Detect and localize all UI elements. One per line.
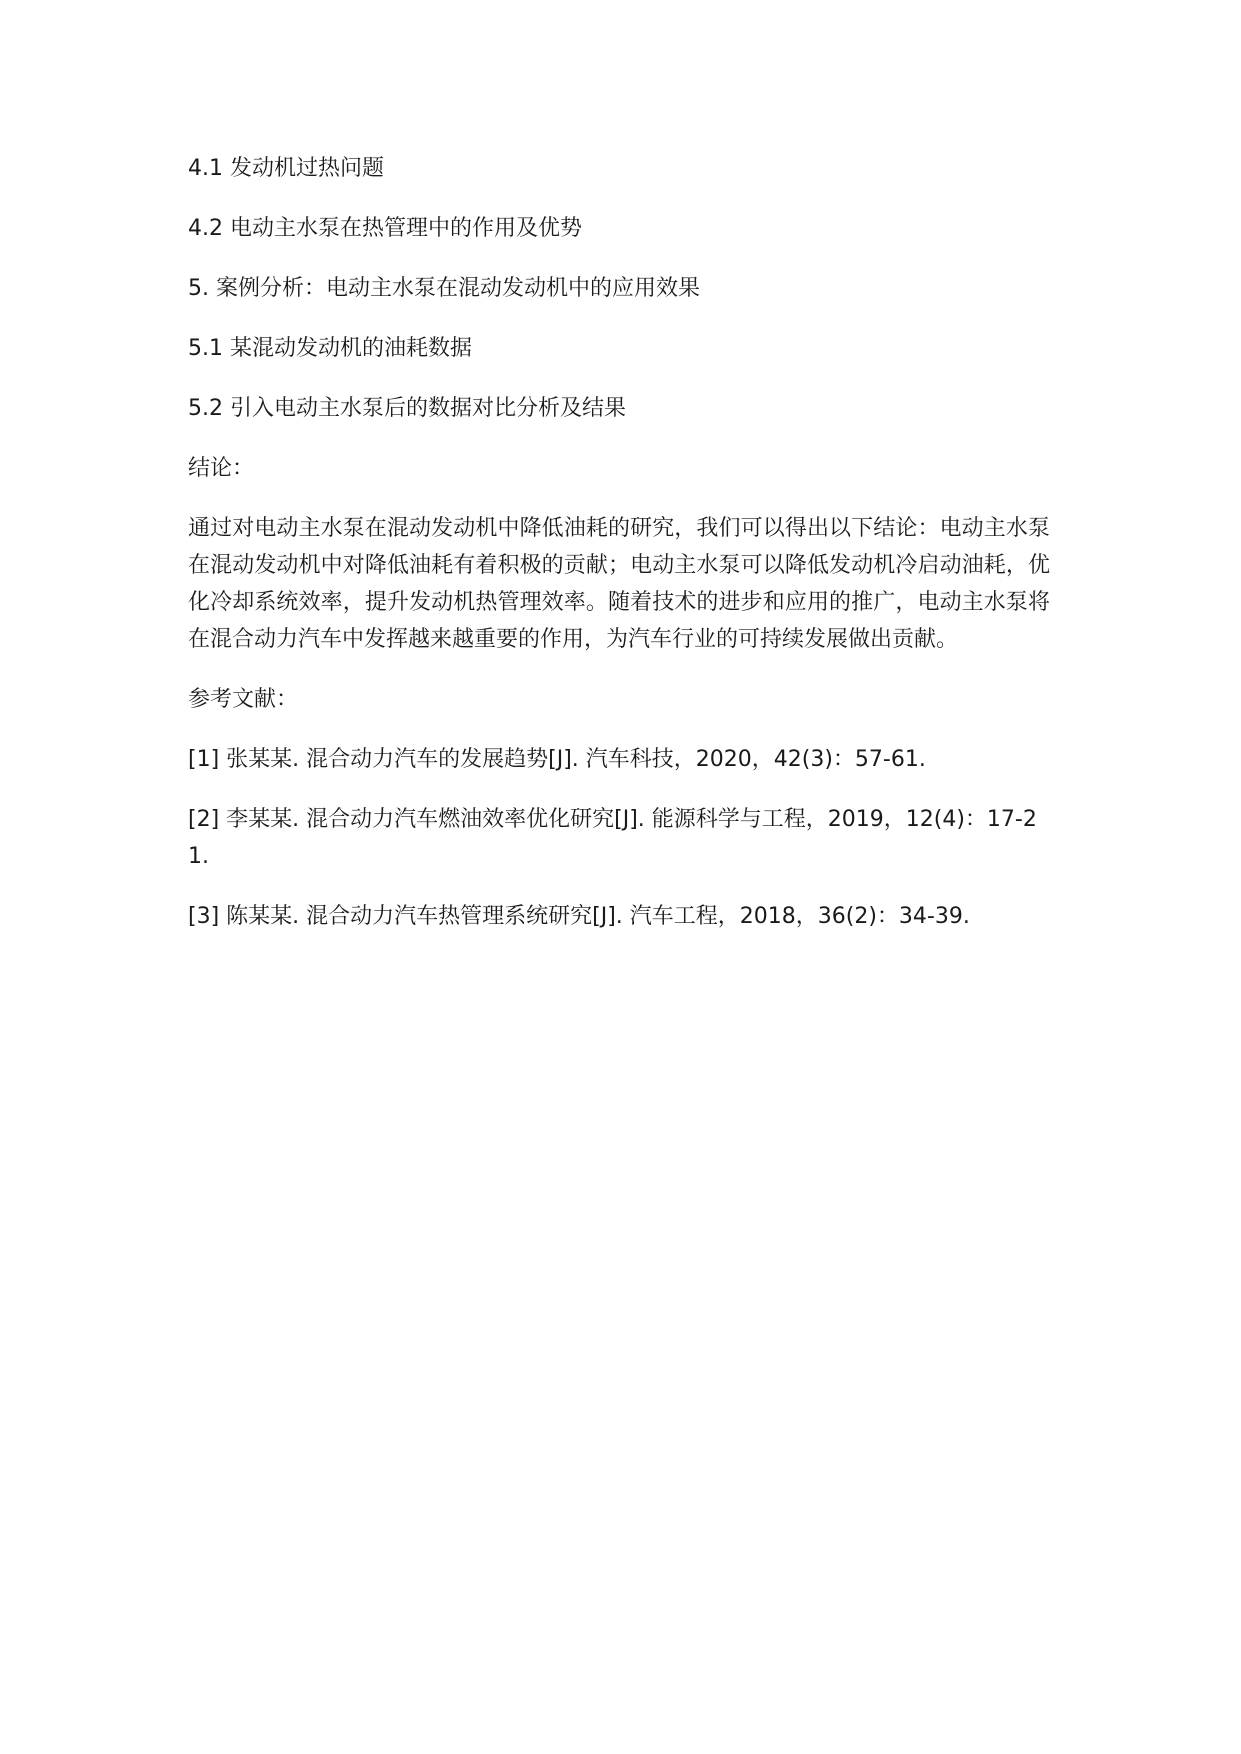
reference-item-1: [1] 张某某. 混合动力汽车的发展趋势[J]. 汽车科技，2020，42(3)：57-61.	[188, 747, 926, 772]
document-content	[188, 150, 1050, 958]
reference-item-3: [3] 陈某某. 混合动力汽车热管理系统研究[J]. 汽车工程，2018，36(2)：34-39.	[188, 904, 970, 929]
section-heading-5-1: 5.1 某混动发动机的油耗数据	[188, 336, 472, 361]
conclusion-body: 通过对电动主水泵在混动发动机中降低油耗的研究，我们可以得出以下结论：电动主水泵在混动发动机中对降低油耗有着积极的贡献；电动主水泵可以降低发动机冷启动油耗，优化冷却系统效率，提升发动机热管理效率。随着技术的进步和应用的推广，电动主水泵将在混合动力汽车中发挥越来越重要的作用，为汽车行业的可持续发展做出贡献。	[188, 516, 1050, 652]
section-heading-4-2: 4.2 电动主水泵在热管理中的作用及优势	[188, 216, 582, 241]
conclusion-title: 结论：	[188, 456, 255, 481]
section-heading-5: 5. 案例分析：电动主水泵在混动发动机中的应用效果	[188, 276, 700, 301]
section-heading-5-2: 5.2 引入电动主水泵后的数据对比分析及结果	[188, 396, 626, 421]
section-heading-4-1: 4.1 发动机过热问题	[188, 156, 384, 181]
references-title: 参考文献：	[188, 687, 299, 712]
reference-item-2: [2] 李某某. 混合动力汽车燃油效率优化研究[J]. 能源科学与工程，2019，12(4)：17-21.	[188, 807, 1037, 869]
